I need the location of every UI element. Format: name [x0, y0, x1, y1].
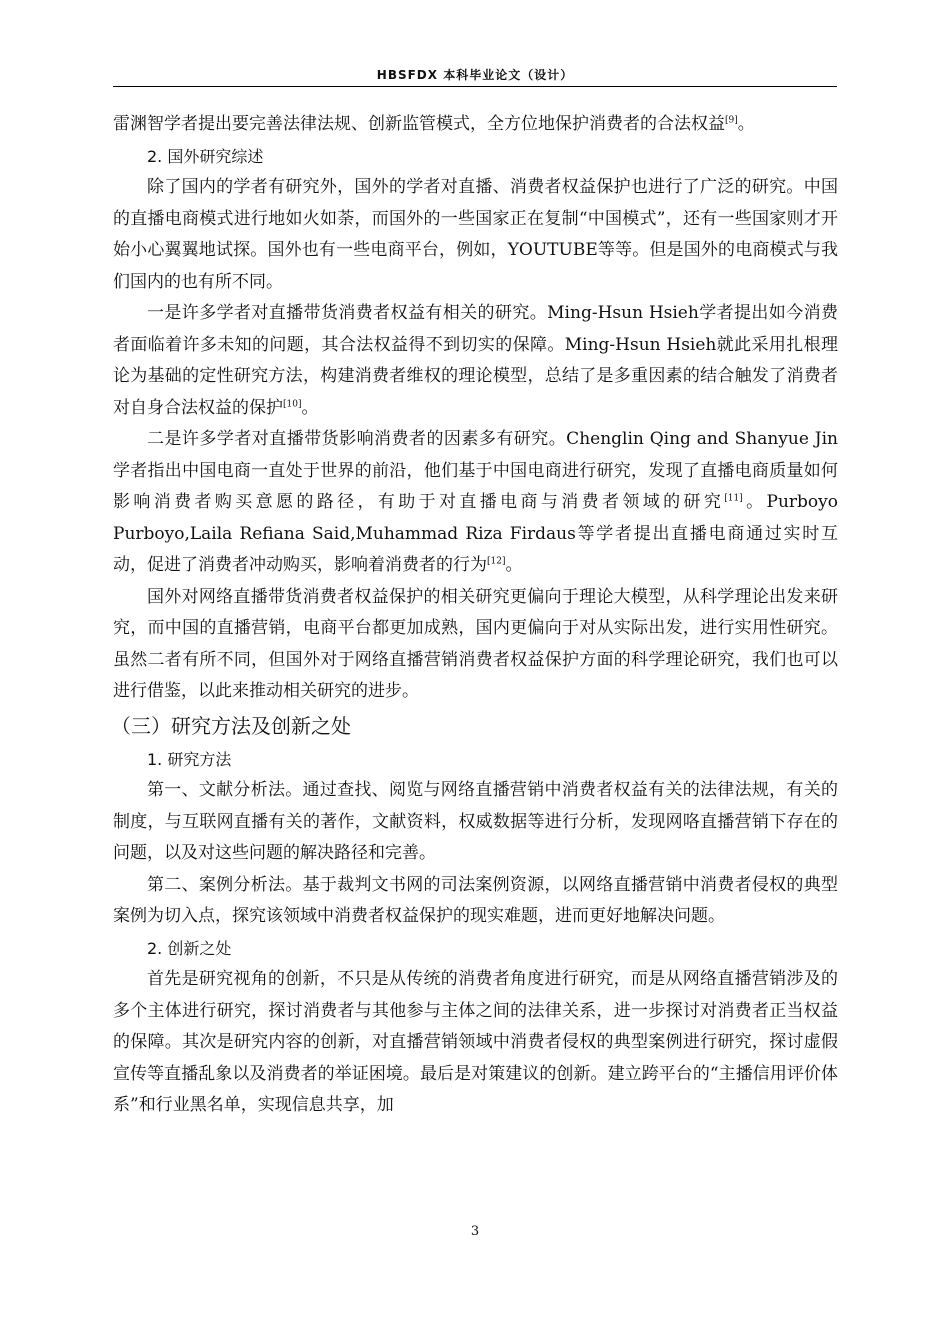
running-header: HBSFDX 本科毕业论文（设计）: [376, 68, 574, 82]
header-rule: [113, 86, 837, 87]
paragraph-tail: 。: [505, 555, 523, 575]
paragraph-text: 二是许多学者对直播带货影响消费者的因素多有研究。Chenglin Qing and Shanyue Jin学者指出中国电商一直处于世界的前沿，他们基于中国电商进行研究，发现了直播电商质量如何影响消费者购买意愿的路径，有助于对直播电商与消费者领域的研究: [113, 429, 838, 512]
paragraph: 首先是研究视角的创新，不只是从传统的消费者角度进行研究，而是从网络直播营销涉及的多个主体进行研究，探讨消费者与其他参与主体之间的法律关系，进一步探讨对消费者正当权益的保障。其次是研究内容的创新，对直播营销领域中消费者侵权的典型案例进行研究，探讨虚假宣传等直播乱象以及消费者的举证困境。最后是对策建议的创新。建立跨平台的“主播信用评价体系”和行业黑名单，实现信息共享，加: [113, 969, 838, 1115]
citation-ref: [12]: [487, 556, 506, 567]
subheading-innovation: 2. 创新之处: [147, 938, 232, 958]
paragraph: 第二、案例分析法。基于裁判文书网的司法案例资源，以网络直播营销中消费者侵权的典型案例为切入点，探究该领域中消费者权益保护的现实难题，进而更好地解决问题。: [113, 874, 838, 926]
paragraph: 除了国内的学者有研究外，国外的学者对直播、消费者权益保护也进行了广泛的研究。中国的直播电商模式进行地如火如荼，而国外的一些国家正在复制“中国模式”，还有一些国家则才开始小心翼翼地试探。国外也有一些电商平台，例如，YOUTUBE等等。但是国外的电商模式与我们国内的也有所不同。: [113, 177, 838, 292]
paragraph: 国外对网络直播带货消费者权益保护的相关研究更偏向于理论大模型，从科学理论出发来研究，而中国的直播营销，电商平台都更加成熟，国内更偏向于对从实际出发，进行实用性研究。虽然二者有所不同，但国外对于网络直播营销消费者权益保护方面的科学理论研究，我们也可以进行借鉴，以此来推动相关研究的进步。: [113, 586, 838, 701]
paragraph-tail: 。: [737, 114, 755, 134]
citation-ref: [10]: [283, 398, 302, 409]
paragraph-tail: 。: [301, 397, 319, 418]
subheading-methods: 1. 研究方法: [147, 749, 232, 769]
page-number: 3: [470, 1224, 480, 1239]
subheading-foreign-review: 2. 国外研究综述: [147, 146, 264, 166]
citation-ref: [9]: [725, 115, 738, 126]
paragraph-text: 雷渊智学者提出要完善法律法规、创新监管模式，全方位地保护消费者的合法权益: [113, 114, 725, 134]
paragraph-text: 。Purboyo Purboyo,Laila Refiana Said,Muhammad Riza Firdaus等学者提出直播电商通过实时互动，促进了消费者冲动购买，影响着消费者的行为: [113, 492, 838, 575]
paragraph-text: 一是许多学者对直播带货消费者权益有相关的研究。Ming-Hsun Hsieh学者提出如今消费者面临着许多未知的问题，其合法权益得不到切实的保障。Ming-Hsun Hsieh就此采用扎根理论为基础的定性研究方法，构建消费者维权的理论模型，总结了是多重因素的结合触发了消费者对自身合法权益的保护: [113, 303, 838, 418]
page-body: [113, 109, 838, 1122]
section-heading: （三）研究方法及创新之处: [111, 713, 351, 738]
paragraph: [113, 298, 838, 424]
paragraph-continued: [113, 109, 838, 141]
paragraph: 第一、文献分析法。通过查找、阅览与网络直播营销中消费者权益有关的法律法规，有关的制度，与互联网直播有关的著作，文献资料，权威数据等进行分析，发现网咯直播营销下存在的问题，以及对这些问题的解决路径和完善。: [113, 780, 838, 863]
citation-ref: [11]: [724, 493, 743, 504]
paragraph: [113, 424, 838, 582]
